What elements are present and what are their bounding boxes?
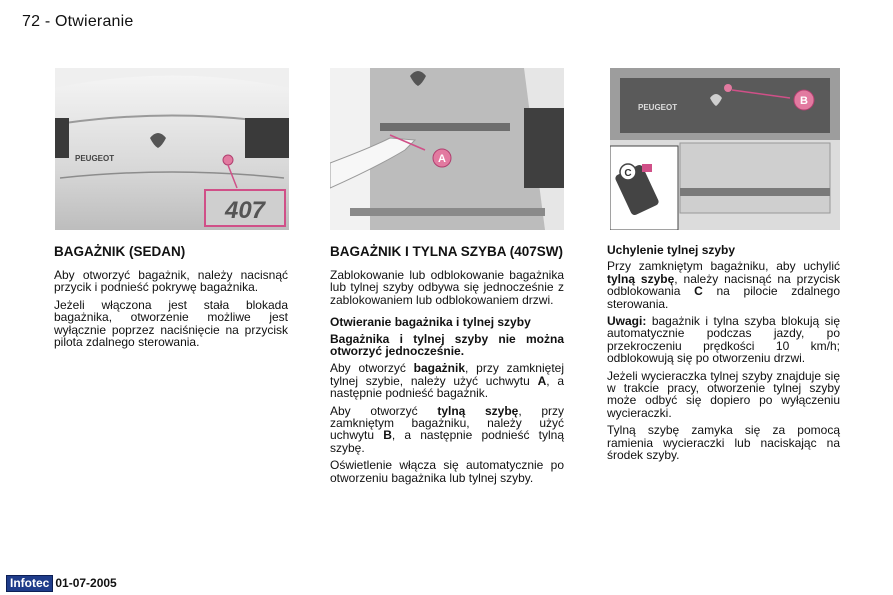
sedan-trunk-photo xyxy=(55,68,289,230)
bold-note: Bagażnika i tylnej szyby nie można otworzyć jednocześnie. xyxy=(330,331,564,359)
brand-text: PEUGEOT xyxy=(75,154,115,163)
column-rear-window xyxy=(607,244,840,467)
paragraph: Oświetlenie włącza się automatycznie po otworzeniu bagażnika lub tylnej szyby. xyxy=(330,458,564,485)
footer-date: 01-07-2005 xyxy=(55,576,117,590)
callout-a: A xyxy=(438,153,446,165)
model-badge: 407 xyxy=(224,197,266,224)
subtitle: Uchylenie tylnej szyby xyxy=(607,243,736,257)
paragraph: Aby otworzyć bagażnik, należy nacisnąć przycik i podnieść pokrywę bagażnika. xyxy=(54,268,288,295)
paragraph: Aby otworzyć tylną szybę, przy zamkniętym bagażniku, należy użyć uchwytu B, a następnie podnieść tylną szybę. xyxy=(330,403,564,455)
page-title: 72 - Otwieranie xyxy=(22,13,134,30)
callout-b: B xyxy=(800,95,808,107)
infotec-logo: Infotec xyxy=(6,575,53,592)
section-title-sw: BAGAŻNIK I TYLNA SZYBA (407SW) xyxy=(330,244,564,259)
callout-c: C xyxy=(624,168,632,179)
paragraph: Uwagi: bagażnik i tylna szyba blokują się automatycznie podczas jazdy, po przekroczeniu prędkości 10 km/h; odblokowują się po otworzeniu drzwi. xyxy=(607,314,840,366)
paragraph: Przy zamkniętym bagażniku, aby uchylić tylną szybę, należy nacisnąć na przycisk odblokowania C na pilocie zdalnego sterowania. xyxy=(607,259,840,311)
paragraph: Aby otworzyć bagażnik, przy zamkniętej tylnej szybie, należy użyć uchwytu A, a następnie podnieść bagażnik. xyxy=(330,361,565,401)
paragraph: Jeżeli włączona jest stała blokada bagażnika, otworzenie możliwe jest wyłącznie poprzez naciśnięcie na przycisk pilota zdalnego sterowania. xyxy=(54,297,288,350)
section-title-sedan: BAGAŻNIK (SEDAN) xyxy=(54,244,186,259)
paragraph: Zablokowanie lub odblokowanie bagażnika lub tylnej szyby odbywa się jednocześnie z zablokowaniem lub odblokowaniem drzwi. xyxy=(330,268,564,307)
subtitle: Otwieranie bagażnika i tylnej szyby xyxy=(330,315,531,330)
rear-window-photo xyxy=(610,68,840,230)
column-sedan xyxy=(54,244,288,353)
sw-tailgate-photo xyxy=(330,68,564,230)
paragraph: Tylną szybę zamyka się za pomocą ramienia wycieraczki lub naciskając na środek szyby. xyxy=(607,423,840,463)
brand-text-3: PEUGEOT xyxy=(638,103,678,112)
footer xyxy=(6,575,117,591)
paragraph: Jeżeli wycieraczka tylnej szyby znajduje się w trakcie pracy, otworzenie tylnej szyby może odbyć się dopiero po wyłączeniu wycieraczki. xyxy=(607,368,840,420)
column-sw xyxy=(330,244,564,489)
